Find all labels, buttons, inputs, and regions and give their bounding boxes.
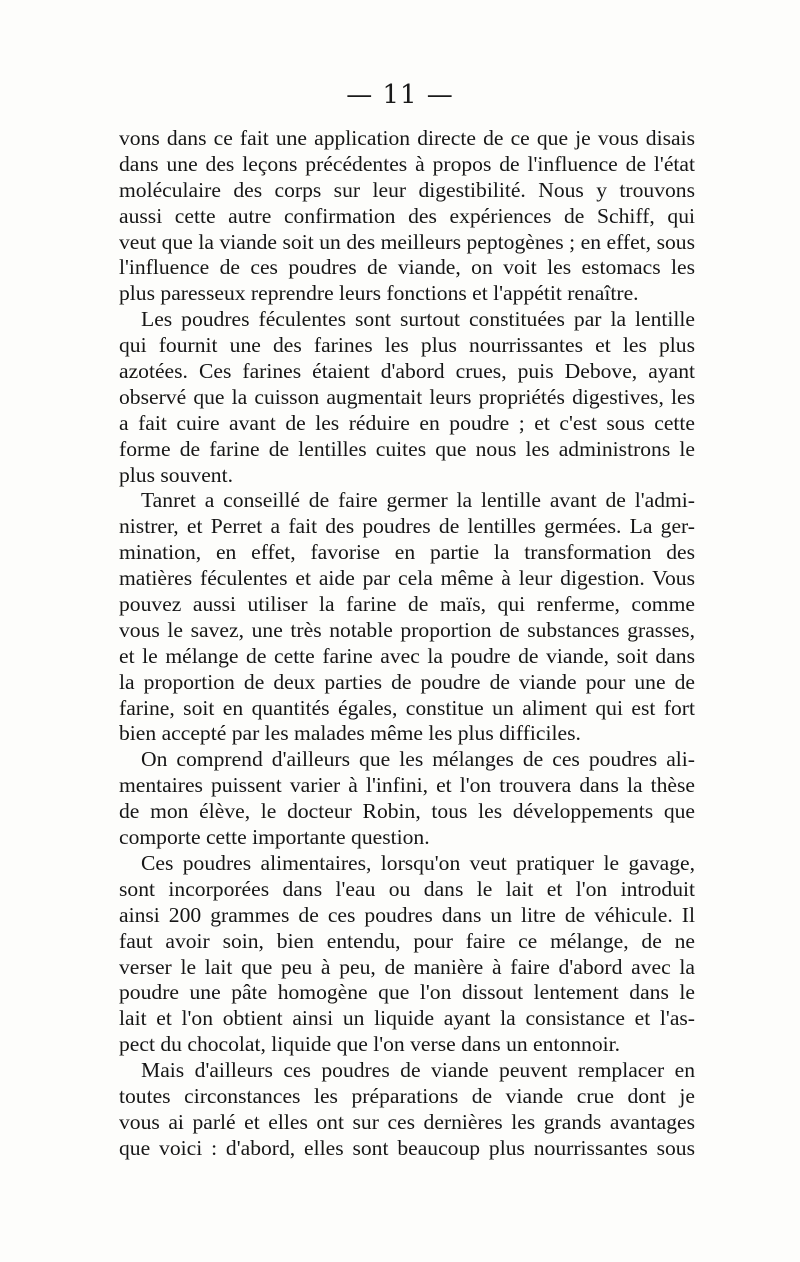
text-line: poudre une pâte homogène que l'on dissout lentement dans le xyxy=(119,980,695,1005)
text-line: verser le lait que peu à peu, de manière à faire d'abord avec la xyxy=(119,954,695,979)
paragraph xyxy=(119,488,695,747)
text-line: observé que la cuisson augmentait leurs propriétés digestives, les xyxy=(119,384,695,409)
text-line: plus souvent. xyxy=(119,462,233,487)
text-line: de mon élève, le docteur Robin, tous les développements que xyxy=(119,799,695,824)
text-line: nistrer, et Perret a fait des poudres de lentilles germées. La ger- xyxy=(119,514,695,539)
text-line: la proportion de deux parties de poudre de viande pour une de xyxy=(119,669,695,694)
text-line: veut que la viande soit un des meilleurs peptogènes ; en effet, sous xyxy=(119,229,695,254)
text-line: qui fournit une des farines les plus nourrissantes et les plus xyxy=(119,333,695,358)
text-line: Mais d'ailleurs ces poudres de viande peuvent remplacer en xyxy=(141,1058,695,1083)
text-line: On comprend d'ailleurs que les mélanges de ces poudres ali- xyxy=(141,747,695,772)
text-line: pect du chocolat, liquide que l'on verse dans un entonnoir. xyxy=(119,1032,621,1057)
text-line: forme de farine de lentilles cuites que nous les administrons le xyxy=(119,436,695,461)
text-line: Tanret a conseillé de faire germer la lentille avant de l'admi- xyxy=(141,488,695,513)
text-line: sont incorporées dans l'eau ou dans le lait et l'on introduit xyxy=(119,876,695,901)
text-line: aussi cette autre confirmation des expériences de Schiff, qui xyxy=(119,203,695,228)
text-line: plus paresseux reprendre leurs fonctions et l'appétit renaître. xyxy=(119,281,639,306)
text-line: mentaires puissent varier à l'infini, et l'on trouvera dans la thèse xyxy=(119,773,695,798)
text-line: l'influence de ces poudres de viande, on voit les estomacs les xyxy=(119,255,695,280)
text-line: moléculaire des corps sur leur digestibilité. Nous y trouvons xyxy=(119,177,695,202)
paragraph xyxy=(119,747,695,851)
page-number: — 11 — xyxy=(346,80,454,110)
body-text xyxy=(119,126,695,1162)
text-line: farine, soit en quantités égales, constitue un aliment qui est fort xyxy=(119,695,695,720)
paragraph xyxy=(119,851,695,1058)
text-line: Les poudres féculentes sont surtout constituées par la lentille xyxy=(141,307,695,332)
text-line: dans une des leçons précédentes à propos de l'influence de l'état xyxy=(119,151,695,176)
text-line: mination, en effet, favorise en partie la transformation des xyxy=(119,540,695,565)
paragraph xyxy=(119,1058,695,1162)
text-line: a fait cuire avant de les réduire en poudre ; et c'est sous cette xyxy=(119,410,695,435)
text-line: vous ai parlé et elles ont sur ces dernières les grands avantages xyxy=(119,1109,695,1134)
text-line: comporte cette importante question. xyxy=(119,825,430,850)
text-line: ainsi 200 grammes de ces poudres dans un litre de véhicule. Il xyxy=(119,902,695,927)
paragraph xyxy=(119,126,695,307)
paragraph xyxy=(119,307,695,488)
text-line: que voici : d'abord, elles sont beaucoup plus nourrissantes sous xyxy=(119,1135,695,1160)
text-line: et le mélange de cette farine avec la poudre de viande, soit dans xyxy=(119,643,695,668)
text-line: vous le savez, une très notable proportion de substances grasses, xyxy=(119,617,695,642)
text-line: toutes circonstances les préparations de viande crue dont je xyxy=(119,1083,695,1108)
text-line: pouvez aussi utiliser la farine de maïs, qui renferme, comme xyxy=(119,592,695,617)
text-line: lait et l'on obtient ainsi un liquide ayant la consistance et l'as- xyxy=(119,1006,695,1031)
text-line: azotées. Ces farines étaient d'abord crues, puis Debove, ayant xyxy=(119,359,695,384)
text-line: vons dans ce fait une application directe de ce que je vous disais xyxy=(119,126,695,150)
text-line: faut avoir soin, bien entendu, pour faire ce mélange, de ne xyxy=(119,928,695,953)
text-line: Ces poudres alimentaires, lorsqu'on veut pratiquer le gavage, xyxy=(141,850,695,875)
text-line: bien accepté par les malades même les plus difficiles. xyxy=(119,721,581,746)
text-line: matières féculentes et aide par cela même à leur digestion. Vous xyxy=(119,566,695,591)
